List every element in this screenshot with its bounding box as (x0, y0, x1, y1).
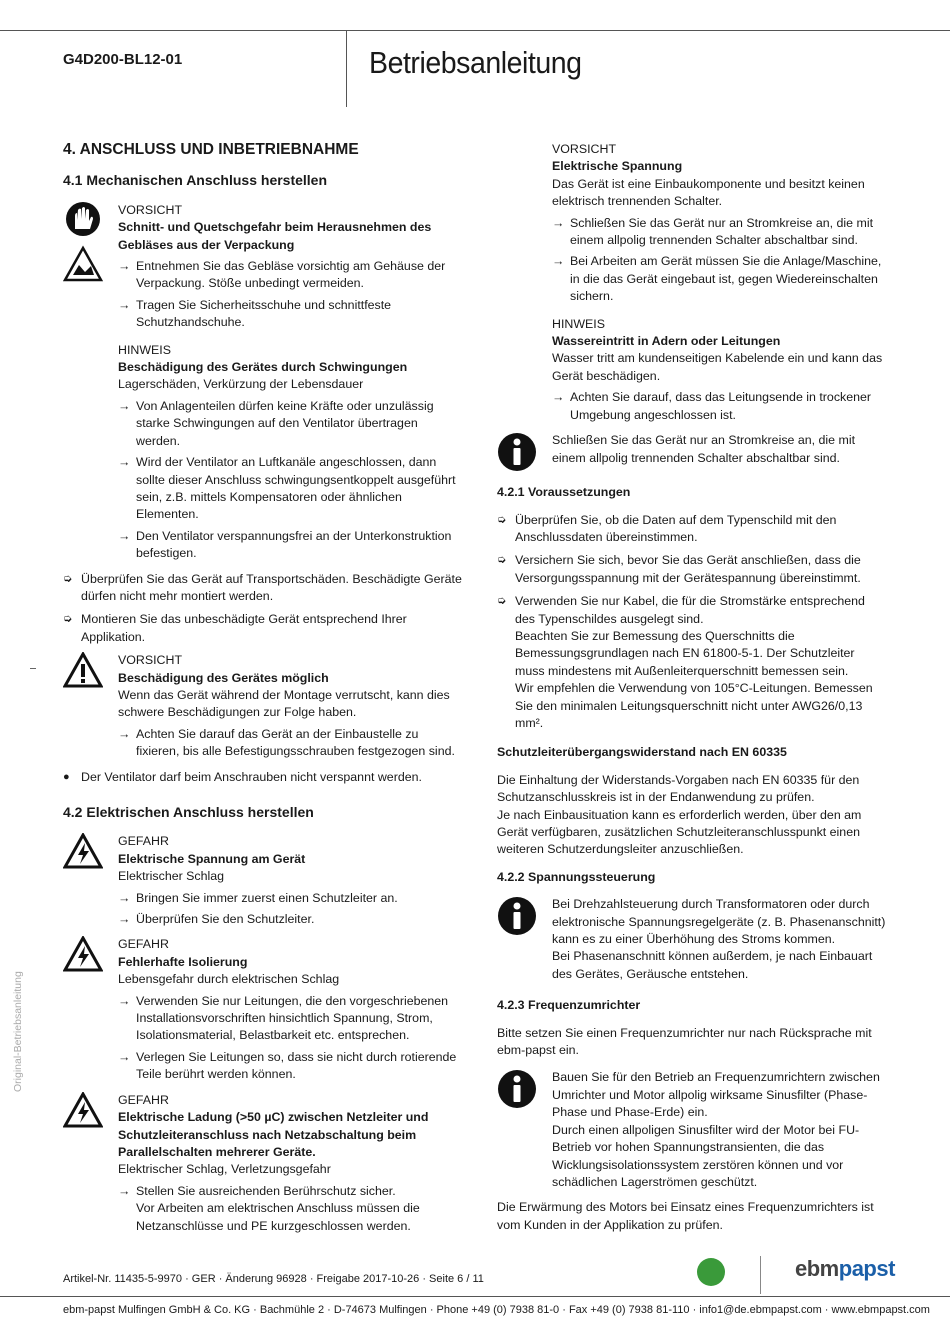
instruction-item: → Tragen Sie Sicherheitsschuhe und schnittfeste Schutzhandschuhe. (118, 297, 392, 330)
info-block (497, 1069, 887, 1191)
info-block (497, 896, 887, 983)
warning-label: VORSICHT (118, 653, 183, 668)
subsection-heading: 4.2.3 Frequenzumrichter (497, 998, 641, 1013)
warning-title: Elektrische Spannung (552, 159, 683, 174)
safety-gloves-icon (63, 202, 103, 282)
instruction-item: → Wird der Ventilator an Luftkanäle angeschlossen, dann sollte dieser Anschluss schwingungsentkoppelt ausgeführt sein, z.B. mittels Kompensatoren oder ähnlichen Elementen. (118, 455, 456, 522)
warning-block (63, 202, 463, 563)
notice-title: Beschädigung des Gerätes durch Schwingungen (118, 360, 408, 375)
instruction-item: → Entnehmen Sie das Gebläse vorsichtig am Gehäuse der Verpackung. Stöße unbedingt vermeiden. (118, 259, 446, 291)
danger-text: Lebensgefahr durch elektrischen Schlag (118, 972, 340, 987)
warning-text: Das Gerät ist eine Einbaukomponente und besitzt keinen elektrisch trennenden Schalter. (552, 176, 865, 209)
check-item: ➭ Überprüfen Sie das Gerät auf Transportschäden. Beschädigte Geräte dürfen nicht mehr montiert werden. (63, 571, 462, 603)
danger-text: Elektrischer Schlag, Verletzungsgefahr (118, 1162, 331, 1177)
info-text: Bei Drehzahlsteuerung durch Transformatoren oder durch elektronische Spannungsregelgeräte (z. B. Phasenanschnitt) kann es zu einer Überhöhung des Stroms kommen. (552, 897, 886, 947)
header-separator (346, 30, 347, 107)
electric-hazard-icon (63, 936, 103, 972)
instruction-item: → Verlegen Sie Leitungen so, dass sie nicht durch rotierende Teile berührt werden können. (118, 1049, 457, 1082)
header-rule (0, 30, 950, 31)
instruction-item: → Achten Sie darauf, dass das Leitungsende in trockener Umgebung angeschlossen ist. (552, 390, 872, 422)
arrow-icon: → (552, 390, 565, 405)
danger-text: Elektrischer Schlag (118, 869, 225, 884)
subsection-heading: 4.2 Elektrischen Anschluss herstellen (63, 804, 314, 820)
instruction-item: → Den Ventilator verspannungsfrei an der Unterkonstruktion befestigen. (118, 528, 452, 561)
instruction-item: → Bei Arbeiten am Gerät müssen Sie die Anlage/Maschine, in die das Gerät eingebaut ist, gegen Wiedereinschalten sichern. (552, 254, 882, 304)
footer-separator (760, 1256, 761, 1294)
right-column (497, 141, 887, 1234)
bullet-dot-icon: ● (63, 770, 70, 783)
check-item: ➭ Überprüfen Sie, ob die Daten auf dem Typenschild mit den Anschlussdaten übereinstimmen. (497, 512, 837, 544)
subsection-heading: 4.2.1 Voraussetzungen (497, 485, 631, 500)
arrow-icon: → (118, 528, 131, 543)
instruction-item: → Bringen Sie immer zuerst einen Schutzleiter an. (118, 890, 463, 907)
info-text: Bauen Sie für den Betrieb an Frequenzumrichtern zwischen Umrichter und Motor allpolig wirksame Sinusfilter (Phase-Phase und Phase-Erde) ein. (552, 1070, 880, 1120)
document-title: Betriebsanleitung (369, 45, 582, 80)
warning-title: Schnitt- und Quetschgefahr beim Herausnehmen des Gebläses aus der Verpackung (118, 220, 432, 252)
arrow-icon: → (118, 1049, 131, 1064)
info-icon (497, 896, 537, 936)
danger-title: Elektrische Spannung am Gerät (118, 851, 306, 866)
instruction-item: → Überprüfen Sie den Schutzleiter. (118, 911, 463, 928)
danger-block (63, 833, 463, 928)
instruction-item: → Achten Sie darauf das Gerät an der Einbaustelle zu fixieren, bis alle Befestigungsschrauben festgezogen sind. (118, 726, 455, 759)
margin-mark (30, 668, 36, 669)
paragraph: Bitte setzen Sie einen Frequenzumrichter nur nach Rücksprache mit ebm-papst ein. (497, 1025, 872, 1058)
arrow-icon: → (118, 912, 131, 927)
info-block (497, 432, 887, 476)
info-icon (497, 432, 537, 472)
section-heading: 4. ANSCHLUSS UND INBETRIEBNAHME (63, 141, 359, 158)
check-item: ➭ Verwenden Sie nur Kabel, die für die Stromstärke entsprechend des Typenschildes ausgelegt sind. Beachten Sie zur Bemessung des Querschnitts die Bemessungsgrundlagen nach EN 61800-5-1. Der Schutzleiter muss mindestens mit Außenleiterquerschnitt bemessen sein. Wir empfehlen die Verwendung von 105°C-Leitungen. Bemessen Sie den minimalen Leitungsquerschnitt nicht unter AWG26/0,13 mm². (497, 594, 873, 730)
article-info: Artikel-Nr. 11435-5-9970 · GER · Änderung 96928 · Freigabe 2017-10-26 · Seite 6 / 11 (63, 1273, 484, 1285)
warning-label: VORSICHT (118, 202, 183, 217)
glove-and-hazard-icons (63, 202, 103, 282)
warning-block (63, 652, 463, 760)
arrow-icon: → (118, 398, 131, 413)
info-icon (497, 1069, 537, 1109)
left-column (63, 141, 463, 1243)
green-tech-icon (697, 1258, 725, 1286)
arrow-icon: → (118, 1183, 131, 1198)
danger-label: GEFAHR (118, 1092, 169, 1107)
subsection-heading: Schutzleiterübergangswiderstand nach EN 60335 (497, 745, 787, 760)
bullet-item: ● Der Ventilator darf beim Anschrauben nicht verspannt werden. (63, 769, 463, 786)
check-arrow-icon: ➭ (497, 595, 507, 608)
arrow-icon: → (118, 259, 131, 274)
info-text: Durch einen allpoligen Sinusfilter wird der Motor bei FU-Betrieb vor hohen Spannungstransienten, die das Wicklungsisolationssystem zerstören können und vor schädlichen Lagerströmen geschützt. (552, 1122, 860, 1189)
subsection-heading: 4.2.2 Spannungssteuerung (497, 869, 656, 884)
arrow-icon: → (552, 215, 565, 230)
side-label: Original-Betriebsanleitung (12, 971, 24, 1092)
danger-title: Fehlerhafte Isolierung (118, 954, 248, 969)
model-number: G4D200-BL12-01 (63, 51, 183, 68)
danger-block (63, 1092, 463, 1235)
instruction-item: → Von Anlagenteilen dürfen keine Kräfte oder unzulässig starke Schwingungen auf den Ventilator übertragen werden. (118, 398, 434, 448)
arrow-icon: → (552, 254, 565, 269)
warning-title: Beschädigung des Gerätes möglich (118, 670, 329, 685)
notice-text: Wasser tritt am kundenseitigen Kabelende ein und kann das Gerät beschädigen. (552, 351, 883, 383)
paragraph: Je nach Einbausituation kann es erforderlich werden, über den am Gerät verfügbaren, zusätzlichen Schutzleiteranschlusspunkt einen weiteren Schutzerdungsleiter anzuschließen. (497, 807, 862, 857)
company-logo: ebmpapst (795, 1256, 895, 1281)
instruction-item: → Stellen Sie ausreichenden Berührschutz sicher. Vor Arbeiten am elektrischen Anschluss müssen die Netzanschlüsse und PE kurzgeschlossen werden. (118, 1183, 420, 1233)
electric-hazard-icon (63, 1092, 103, 1128)
danger-title: Elektrische Ladung (>50 µC) zwischen Netzleiter und Schutzleiteranschluss nach Netzabschaltung beim Parallelschalten mehrerer Geräte. (118, 1110, 429, 1159)
check-item: ➭ Montieren Sie das unbeschädigte Gerät entsprechend Ihrer Applikation. (63, 612, 407, 644)
danger-label: GEFAHR (118, 937, 169, 952)
notice-text: Lagerschäden, Verkürzung der Lebensdauer (118, 377, 364, 392)
info-text: Bei Phasenanschnitt können außerdem, je nach Einbauart des Gerätes, Geräusche entstehen. (552, 949, 873, 981)
arrow-icon: → (118, 890, 131, 905)
check-arrow-icon: ➭ (63, 572, 73, 585)
paragraph: Die Erwärmung des Motors bei Einsatz eines Frequenzumrichters ist vom Kunden in der Applikation zu prüfen. (497, 1200, 874, 1232)
company-address: ebm-papst Mulfingen GmbH & Co. KG · Bachmühle 2 · D-74673 Mulfingen · Phone +49 (0) 7938 81-0 · Fax +49 (0) 7938 81-110 · info1@de.ebmpapst.com · www.ebmpapst.com (63, 1304, 930, 1316)
arrow-icon: → (118, 455, 131, 470)
arrow-icon: → (118, 297, 131, 312)
arrow-icon: → (118, 726, 131, 741)
danger-label: GEFAHR (118, 834, 169, 849)
check-arrow-icon: ➭ (497, 554, 507, 567)
subsection-heading: 4.1 Mechanischen Anschluss herstellen (63, 172, 328, 189)
notice-title: Wassereintritt in Adern oder Leitungen (552, 334, 781, 349)
warning-text: Wenn das Gerät während der Montage verrutscht, kann dies schwere Beschädigungen zur Folge haben. (118, 687, 450, 720)
instruction-item: → Schließen Sie das Gerät nur an Stromkreise an, die mit einem allpolig trennenden Schalter abschaltbar sind. (552, 215, 874, 248)
arrow-icon: → (118, 993, 131, 1008)
danger-block (63, 936, 463, 1083)
warning-block (497, 141, 887, 424)
check-item: ➭ Versichern Sie sich, bevor Sie das Gerät anschließen, dass die Versorgungsspannung mit der Gerätespannung übereinstimmt. (497, 553, 861, 585)
electric-hazard-icon (63, 833, 103, 869)
paragraph: Die Einhaltung der Widerstands-Vorgaben nach EN 60335 für den Schutzanschlusskreis ist in der Endanwendung zu prüfen. (497, 772, 860, 805)
footer-rule (0, 1296, 950, 1297)
info-text: Schließen Sie das Gerät nur an Stromkreise an, die mit einem allpolig trennenden Schalter abschaltbar sind. (552, 433, 856, 465)
exclamation-warning-icon (63, 652, 103, 688)
check-arrow-icon: ➭ (497, 513, 507, 526)
instruction-item: → Verwenden Sie nur Leitungen, die den vorgeschriebenen Installationsvorschriften hinsichtlich Spannung, Strom, Isolationsmaterial, Belastbarkeit etc. entsprechen. (118, 993, 449, 1043)
check-arrow-icon: ➭ (63, 613, 73, 626)
notice-label: HINWEIS (118, 342, 172, 357)
warning-label: VORSICHT (552, 142, 617, 156)
notice-label: HINWEIS (552, 316, 606, 331)
